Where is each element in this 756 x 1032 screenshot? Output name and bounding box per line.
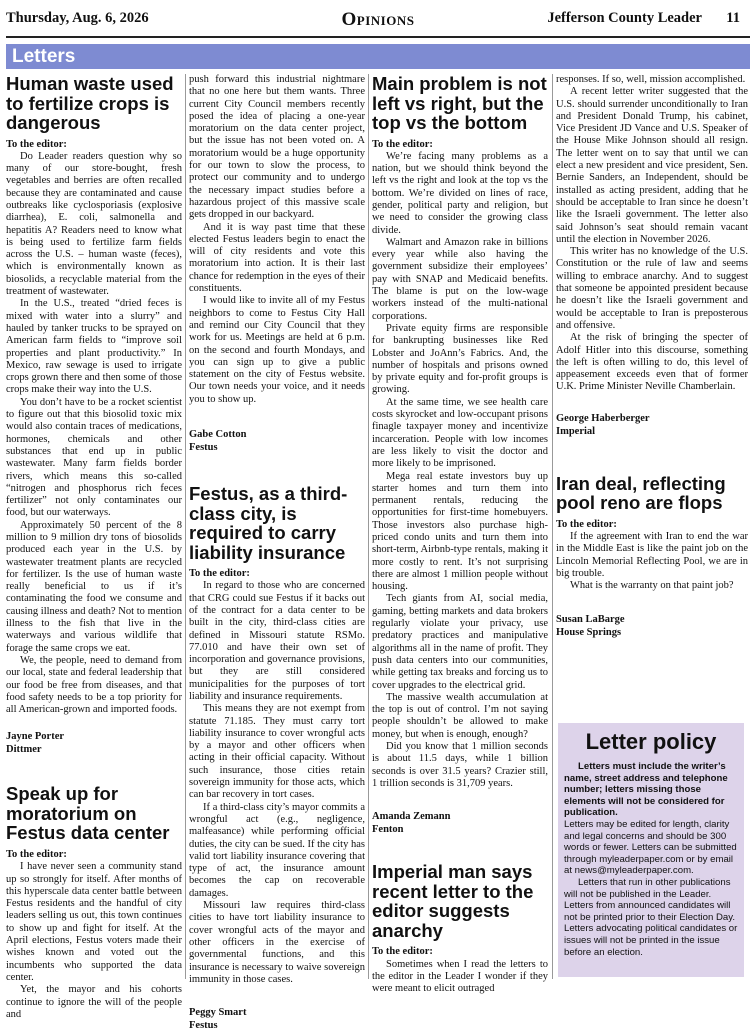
paragraph: And it is way past time that these elected Festus leaders begin to enact the will of city residents and vote this moratorium into action. It is their last chance for redemption in the eyes of their constituents.: [189, 221, 365, 295]
paragraph: Sometimes when I read the letters to the editor in the Leader I wonder if they were meant to elicit outraged: [372, 958, 548, 995]
paragraph: push forward this industrial nightmare that no one here but them wants. Three current City Council members recently posed the idea of placing a one-year moratorium on the data center project, but the issue has not been voted on. A moratorium would be a huge opportunity for our town to slow the process, to protect our community and to undergo the necessary impact studies before a hazardous project of this massive scale gets dropped in our backyard.: [189, 74, 365, 221]
paragraph: Mega real estate investors buy up starter homes and turn them into permanent rentals, reducing the opportunities for first-time homebuyers. Those investors also purchase high-priced condo units and turn them into short-term, Airbnb-type rentals, making it more costly to rent. It’s not surprising there are almost 1 million people without housing.: [372, 470, 548, 593]
paragraph: responses. If so, well, mission accomplished.: [556, 74, 746, 85]
letter-headline: Imperial man says recent letter to the editor suggests anarchy: [372, 861, 534, 941]
column-divider: [552, 74, 553, 979]
letter-policy-box: [558, 723, 744, 977]
letter-headline: Festus, as a third-class city, is required to carry liability insurance: [189, 483, 348, 563]
author-town: House Springs: [556, 626, 622, 638]
author-town: Fenton: [372, 824, 404, 836]
column-2: [189, 74, 365, 1032]
signature: [372, 810, 548, 836]
letter-body: [556, 74, 748, 394]
letter-body: [189, 74, 365, 406]
paragraph: We’re facing many problems as a nation, but we should think beyond the left vs the right and look at the top vs the bottom. We’re divided on lines of race, gender, political party and religion, but we need to consider the growing class divide.: [372, 150, 548, 236]
paragraph: Approximately 50 percent of the 8 million to 9 million dry tons of biosolids produced each year in the U.S. by wastewater treatment plants are recycled for fertilizer. Is the use of human waste really beneficial to us if it’s contaminating the food we consume and causing illness and death? Not to mention illness to the fish that live in the waterways and various wildlife that forage the same crops we eat.: [6, 519, 182, 654]
letter-headline: Human waste used to fertilize crops is dangerous: [6, 73, 174, 133]
paragraph: Tech giants from AI, social media, gaming, betting markets and data brokers regularly violate your privacy, use predatory practices and manipulative algorithms all in the name of profit. They push data centers into our communities, while getting tax breaks and forcing us to cover upgrades to the electrical grid.: [372, 593, 548, 691]
author-town: Festus: [189, 1020, 218, 1032]
paragraph: At the same time, we see health care costs skyrocket and low-occupant prisons finagle taxpayer money and incentivize incarceration. People with low incomes are less likely to visit the doctor and more likely to be imprisoned.: [372, 396, 548, 470]
letter-iran: [556, 474, 748, 639]
policy-restrictions: Letters that run in other publications will not be published in the Leader. Letters from announced candidates will not be printed prior to their Election Day. Letters advocating political candidates or issues will not be printed in the issue before an election.: [564, 876, 738, 958]
letter-body: [6, 861, 182, 1021]
salutation: To the editor:: [556, 518, 617, 530]
letter-headline: Iran deal, reflecting pool reno are flops: [556, 472, 726, 514]
letter-speakup: [6, 784, 182, 1021]
letter-body: [372, 151, 548, 790]
paragraph: Did you know that 1 million seconds is about 11.5 days, while 1 billion seconds is over 31.5 years? Crazier still, 1 trillion seconds is 31,709 years.: [372, 741, 548, 789]
letter-thirdclass: [189, 484, 365, 1032]
letter-body: [6, 151, 182, 717]
paragraph: In regard to those who are concerned that CRG could sue Festus if it backs out of the contract for a data center to be built in the city, third-class cities are defined in Missouri statute RSMo. 77.010 and have their own set of incorporation and governance provisions, but they are still considered municipalities for the purposes of tort liability and insurance requirements.: [189, 580, 365, 702]
section-name: Opinions: [341, 9, 415, 30]
page-header: [0, 0, 756, 40]
letter-mainproblem: [372, 74, 548, 836]
paragraph: We, the people, need to demand from our local, state and federal leadership that our food be free from diseases, and that food safety needs to be a top priority for all American-grown and imported foods.: [6, 654, 182, 716]
letter-waste: [6, 74, 182, 756]
author-name: George Haberberger: [556, 412, 650, 424]
signature: [189, 428, 365, 454]
paragraph: I have never seen a community stand up so strongly for itself. After months of this hyperscale data center battle between Festus residents and the handful of city leaders selling us out, this town continues to show up and fight for itself. At the April elections, Festus voters made their wishes known and voted out the incumbents who supported the data center.: [6, 861, 182, 983]
author-town: Dittmer: [6, 744, 42, 756]
newspaper-name: Jefferson County Leader: [547, 10, 702, 26]
header-rule: [6, 36, 750, 38]
author-name: Gabe Cotton: [189, 429, 247, 441]
letter-imperial: [372, 862, 548, 995]
column-divider: [185, 74, 186, 979]
signature: [6, 730, 182, 756]
salutation: To the editor:: [6, 848, 67, 860]
author-name: Susan LaBarge: [556, 613, 625, 625]
author-town: Imperial: [556, 425, 596, 437]
letter-headline: Speak up for moratorium on Festus data center: [6, 783, 170, 844]
column-3: [372, 73, 548, 995]
paragraph: Missouri law requires third-class cities to have tort liability insurance to cover wrongful acts of the mayor and other officers in the exercise of governmental functions, and this insurance is necessary to waive sovereign immunity in those cases.: [189, 900, 365, 985]
policy-requirements: Letters must include the writer’s name, street address and telephone number; letters missing those elements will not be considered for publication.: [564, 761, 728, 819]
letter-body: [556, 531, 748, 592]
paragraph: Yet, the mayor and his cohorts continue to ignore the will of the people and: [6, 984, 182, 1020]
signature: [556, 613, 748, 639]
letter-speakup-continued: [189, 74, 365, 454]
paragraph: You don’t have to be a rocket scientist to figure out that this biosolid toxic mix would also contain traces of medications, hormones, chemicals and other substances that end up in public wastewater. Many farm fields border rivers, which means this so-called “nitrogen and phosphorus rich feces fertilizer” not only contaminates our food, but our waterways.: [6, 396, 182, 519]
paragraph: At the risk of bringing the specter of Adolf Hitler into this discourse, something the left is often willing to do, this level of appeasement exceeds even that of former U.K. Prime Minister Neville Chamberlain.: [556, 332, 748, 393]
page-number: 11: [726, 10, 740, 26]
salutation: To the editor:: [372, 138, 433, 150]
author-town: Festus: [189, 442, 218, 454]
column-1: [6, 73, 182, 1020]
letter-body: [372, 959, 548, 996]
policy-editing: Letters may be edited for length, clarity and legal concerns and should be 300 words or fewer. Letters can be submitted through myleaderpaper.com or by email at news@myleaderpaper.com.: [564, 818, 737, 877]
paragraph: A recent letter writer suggested that the U.S. should surrender unconditionally to Iran and President Donald Trump, his cabinet, Vice President JD Vance and U.S. Speaker of the House Mike Johnson should all resign. The letter went on to say that until we can elect a new president and vice president, Sen. Bernie Sanders, an Independent, should be installed as acting president, adding that he should be acceptable to Iran since he doesn’t like the Israeli government. The letter also said Johnson’s seat should remain vacant until the election in November 2026.: [556, 86, 748, 245]
paragraph: What is the warranty on that paint job?: [570, 580, 734, 592]
signature: [189, 1006, 365, 1032]
paragraph: Do Leader readers question why so many of our store-bought, fresh vegetables and berries are often recalled because they are contaminated and cause outbreaks like cyclosporiasis (explosive diarrhea), E. coli, salmonella and hepatitis A? Readers need to know what is being used to fertilize farm fields across the U.S. – human waste (feces), which is environmentally known as biosolids, a recyclable material from the treatment of wastewater.: [6, 150, 182, 298]
paragraph: The massive wealth accumulation at the top is out of control. I’m not saying people shouldn’t be allowed to make money, but when is enough, enough?: [372, 691, 548, 740]
letter-headline: Main problem is not left vs right, but the top vs the bottom: [372, 73, 547, 133]
policy-title: Letter policy: [585, 729, 717, 754]
paragraph: Walmart and Amazon rake in billions every year while also having the government subsidize their employees’ pay with SNAP and Medicaid benefits. The blame is put on the low-wage workers instead of the multi-national corporations.: [372, 236, 548, 322]
column-divider: [368, 74, 369, 979]
paragraph: In the U.S., treated “dried feces is mixed with water into a slurry” and hauled by tanker trucks to be sprayed on American farm fields to “improve soil properties and plant productivity.” In Mexico, raw sewage is used to irrigate crops grown there and then some of those crops make their way into the U.S.: [6, 298, 182, 396]
salutation: To the editor:: [6, 138, 67, 150]
paragraph: This writer has no knowledge of the U.S. Constitution or the rule of law and seems willing to embrace anarchy. And to suggest that someone be appointed president because he doesn’t like the Israeli government and would be acceptable to Iran is preposterous and offensive.: [556, 246, 748, 331]
letters-banner: [6, 44, 750, 69]
paragraph: Private equity firms are responsible for bankrupting businesses like Red Lobster and JoAnn’s Fabrics. And, the number of hospitals and prisons owned by private equity and for-profit groups is growing.: [372, 322, 548, 396]
author-name: Amanda Zemann: [372, 811, 451, 823]
paragraph: This means they are not exempt from statute 71.185. They must carry tort liability insurance to cover wrongful acts by a mayor and other officers when acting in their official capacity. Without such insurance, those cities retain sovereign immunity for those acts, which can bar recovery in tort cases.: [189, 703, 365, 801]
salutation: To the editor:: [372, 946, 433, 958]
paragraph: If the agreement with Iran to end the war in the Middle East is like the paint job on the Lincoln Memorial Reflecting Pool, we are in big trouble.: [556, 531, 748, 579]
letter-body: [189, 580, 365, 986]
issue-date: Thursday, Aug. 6, 2026: [6, 10, 149, 26]
author-name: Jayne Porter: [6, 731, 65, 743]
paragraph: I would like to invite all of my Festus neighbors to come to Festus City Hall and remind our City Council that they work for us. Meetings are held at 6 p.m. on the second and fourth Mondays, and you can sign up to give a public statement on the city of Festus website. Our town needs your voice, and it needs you to show up.: [189, 295, 365, 405]
salutation: To the editor:: [189, 568, 250, 580]
letters-banner-label: Letters: [12, 46, 76, 67]
paragraph: If a third-class city’s mayor commits a wrongful act (e.g., negligence, malfeasance) while performing official duties, the city can be sued. If the city has valid tort liability insurance covering that type of act, the insurance amount becomes the cap on recoverable damages.: [189, 801, 365, 899]
signature: [556, 412, 748, 438]
letter-imperial-continued: [556, 74, 748, 438]
author-name: Peggy Smart: [189, 1007, 247, 1019]
